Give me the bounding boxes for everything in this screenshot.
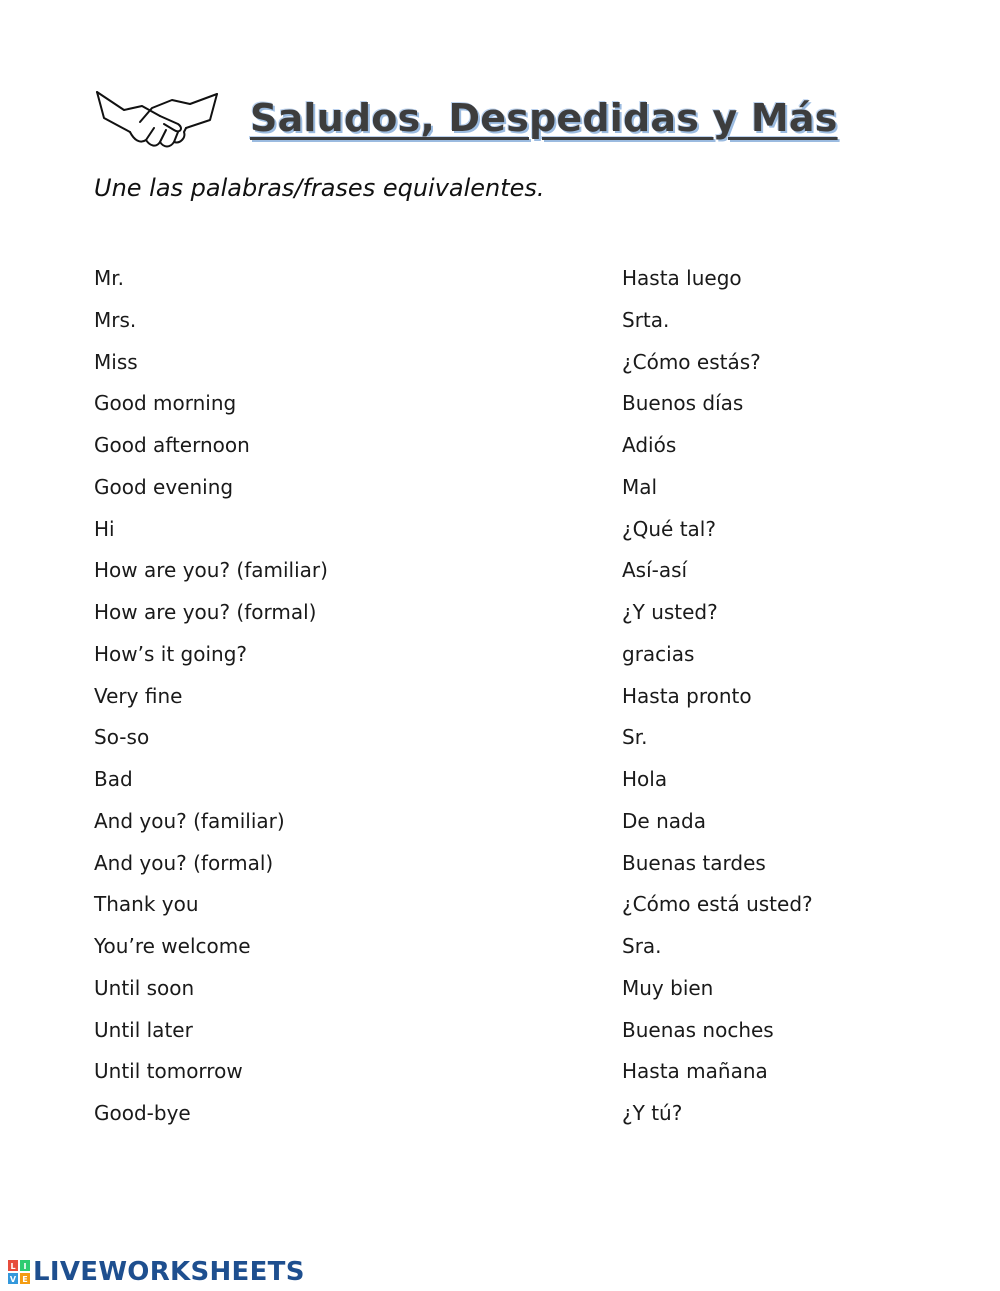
english-term[interactable]: Until later [94, 1017, 193, 1042]
spanish-term[interactable]: Hasta pronto [622, 683, 752, 708]
spanish-list [622, 262, 813, 1139]
page-title: Saludos, Despedidas y Más [250, 96, 838, 140]
spanish-term[interactable]: Sr. [622, 725, 648, 750]
spanish-term[interactable]: gracias [622, 641, 695, 666]
english-term[interactable]: Thank you [94, 892, 199, 917]
spanish-term[interactable]: De nada [622, 808, 706, 833]
spanish-term[interactable]: Hasta mañana [622, 1059, 768, 1084]
english-term[interactable]: How are you? (familiar) [94, 558, 328, 583]
spanish-term[interactable]: Adiós [622, 433, 677, 457]
spanish-term[interactable]: Buenas tardes [622, 850, 766, 875]
english-list [94, 262, 328, 1139]
english-term[interactable]: Very fine [94, 683, 183, 708]
english-term[interactable]: And you? (familiar) [94, 808, 285, 833]
spanish-term[interactable]: Buenos días [622, 391, 744, 416]
spanish-term[interactable]: Mal [622, 474, 658, 499]
english-term[interactable]: How are you? (formal) [94, 600, 317, 624]
spanish-term[interactable]: Hasta luego [622, 266, 742, 290]
english-term[interactable]: So-so [94, 725, 150, 750]
spanish-term[interactable]: Muy bien [622, 975, 714, 1000]
spanish-term[interactable]: ¿Y tú? [622, 1101, 683, 1125]
logo-letter: I [23, 1262, 27, 1271]
english-term[interactable]: Good afternoon [94, 433, 250, 457]
spanish-term[interactable]: Hola [622, 767, 668, 791]
spanish-term[interactable]: ¿Cómo está usted? [622, 892, 813, 917]
english-term[interactable]: You’re welcome [94, 934, 251, 958]
english-term[interactable]: Until soon [94, 975, 195, 1000]
english-term[interactable]: Good morning [94, 391, 237, 416]
english-term[interactable]: Hi [94, 516, 115, 541]
english-term[interactable]: Mr. [94, 266, 124, 290]
logo-letter: E [22, 1275, 28, 1284]
english-term[interactable]: How’s it going? [94, 641, 247, 666]
footer-brand[interactable] [8, 1258, 305, 1286]
handshake-icon [94, 88, 220, 154]
spanish-term[interactable]: Sra. [622, 934, 662, 958]
english-term[interactable]: Bad [94, 767, 133, 791]
spanish-term[interactable]: ¿Qué tal? [622, 516, 716, 541]
english-term[interactable]: Good evening [94, 474, 234, 499]
logo-letter: L [10, 1262, 16, 1271]
english-term[interactable]: And you? (formal) [94, 850, 274, 875]
spanish-term[interactable]: ¿Cómo estás? [622, 349, 761, 374]
spanish-term[interactable]: Srta. [622, 307, 670, 332]
logo-letter: V [9, 1275, 17, 1284]
spanish-term[interactable]: Así-así [622, 558, 688, 583]
english-term[interactable]: Until tomorrow [94, 1059, 243, 1084]
english-term[interactable]: Miss [94, 349, 138, 374]
english-term[interactable]: Good-bye [94, 1101, 191, 1125]
spanish-term[interactable]: Buenas noches [622, 1017, 774, 1042]
english-term[interactable]: Mrs. [94, 307, 137, 332]
brand-name: LIVEWORKSHEETS [33, 1257, 305, 1287]
instruction-text: Une las palabras/frases equivalentes. [94, 174, 545, 202]
spanish-term[interactable]: ¿Y usted? [622, 600, 718, 624]
liveworksheets-logo-icon [8, 1260, 30, 1284]
